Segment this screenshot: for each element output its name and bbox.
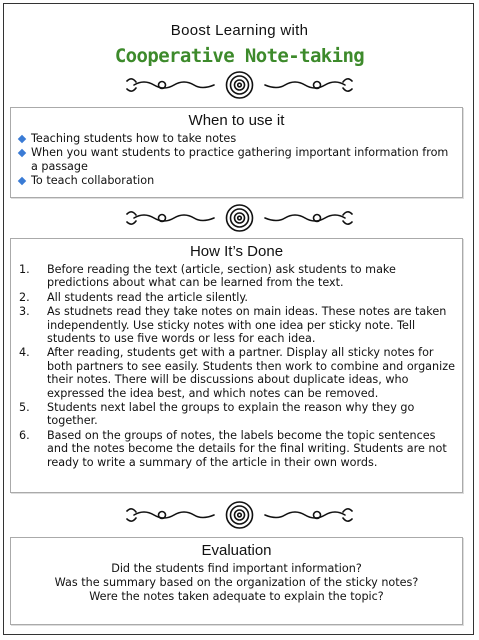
list-item [17, 305, 456, 345]
title-line-2: Cooperative Note-taking [114, 45, 365, 67]
step-text: Students next label the groups to explain the reason why they go together. [47, 401, 415, 428]
when-to-use-box [10, 107, 463, 198]
title-line-1: Boost Learning with [170, 22, 309, 39]
list-item [17, 401, 456, 428]
list-item-text: Teaching students how to take notes [31, 132, 237, 145]
evaluation-question: Were the notes taken adequate to explain the topic? [89, 590, 384, 603]
how-its-done-heading: How It’s Done [189, 243, 284, 260]
step-text: Before reading the text (article, section) ask students to make predictions about what can be learned from the text. [47, 263, 396, 290]
step-text: As studnets read they take notes on main ideas. These notes are taken independently. Use sticky notes with one idea per sticky note. Tell students to use five words or less for each idea. [47, 305, 447, 346]
step-text: All students read the article silently. [47, 290, 248, 304]
step-text: After reading, students get with a partner. Display all sticky notes for both partners to see easily. Students then work to combine and organize their notes. There will be discussions about duplicate ideas, who expressed the idea best, and which notes can be removed. [47, 346, 455, 400]
when-to-use-heading: When to use it [188, 112, 285, 129]
flourish-divider-3 [4, 498, 475, 532]
step-number: 6. [19, 428, 30, 442]
list-item [19, 146, 456, 174]
evaluation-question: Was the summary based on the organization of the sticky notes? [54, 576, 419, 589]
step-number: 5. [19, 401, 30, 415]
list-item-text: To teach collaboration [31, 174, 155, 187]
flourish-divider-2 [4, 201, 475, 235]
step-number: 1. [19, 263, 30, 276]
evaluation-box [10, 537, 463, 625]
list-item [17, 429, 456, 469]
step-number: 4. [19, 346, 30, 360]
diamond-bullet-icon [18, 149, 26, 157]
list-item [19, 174, 456, 188]
how-its-done-steps [11, 263, 462, 469]
when-to-use-list [11, 132, 462, 188]
step-text: Based on the groups of notes, the labels become the topic sentences and the notes become the details for the final writing. Students are not ready to write a summary of the article in their own words. [47, 428, 447, 469]
flourish-divider-1 [4, 68, 475, 102]
list-item [17, 291, 456, 304]
list-item [17, 263, 456, 290]
how-its-done-box [10, 238, 463, 493]
diamond-bullet-icon [18, 177, 26, 185]
page-frame [3, 3, 474, 635]
list-item [17, 346, 456, 400]
diamond-bullet-icon [18, 135, 26, 143]
list-item [19, 132, 456, 146]
evaluation-heading: Evaluation [201, 542, 272, 559]
step-number: 2. [19, 290, 30, 304]
step-number: 3. [19, 305, 30, 319]
list-item-text: When you want students to practice gathering important information from a passage [31, 146, 449, 173]
evaluation-question: Did the students find important information? [111, 562, 362, 575]
